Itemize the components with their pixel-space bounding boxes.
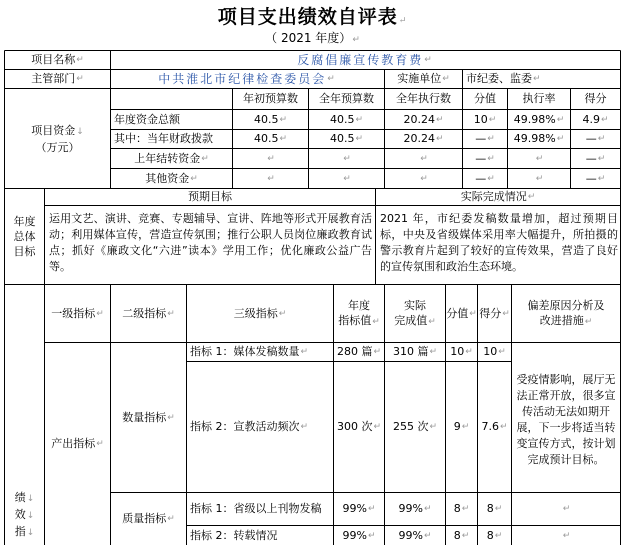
deviation-note: 受疫情影响，展厅无法正常开放，很多宣传活动无法如期开展，下一步将适当转变宣传方式，按计划完成预计目标。 [516,373,616,466]
fund-cell: 20.24 ↵ [403,132,444,145]
indicator-score: 8 ↵ [486,502,503,515]
level2-quantity: 数量指标 ↵ [122,410,175,424]
indicator-actual: 310 篇 ↵ [392,345,438,358]
fund-cell: ↵ [535,173,544,184]
impl-value: 市纪委、监委 ↵ [466,72,541,85]
ind-header-level3: 三级指标 ↵ [233,306,287,320]
level2-quality: 质量指标 ↵ [122,512,175,525]
funds-header-rate: 执行率 [522,92,556,105]
dept-label: 主管部门 ↵ [31,72,84,85]
fund-cell: 40.5 ↵ [253,132,288,145]
funds-group-label: 项目资金↓ （万元） [31,123,84,154]
page-subtitle: （ 2021 年度）↵ [265,31,360,45]
fund-cell: — ↵ [585,132,606,145]
fund-cell: ↵ [343,173,351,184]
indicator-name: 指标 1：媒体发稿数量 ↵ [190,345,309,358]
expected-goal-text: 运用文艺、演讲、竞赛、专题辅导、宣讲、阵地等形式开展教育活动；利用媒体宣传，营造宣传氛围；推行公职人员岗位廉政教育试点；抓好《廉政文化“六进”读本》学用工作；优化廉政公益广告等。 [49,212,372,273]
indicator-target: 99% ↵ [342,528,376,542]
fund-row-label: 年度资金总额 [114,112,180,126]
project-name-value: 反腐倡廉宣传教育费 ↵ [297,53,434,67]
funds-header-initial: 年初预算数 [243,92,298,105]
fund-cell: 49.98% ↵ [513,132,565,145]
goals-label: 年度 总体 目标 [13,215,36,258]
fund-cell: 40.5 ↵ [329,112,364,126]
fund-cell: ↵ [343,153,351,164]
indicator-name: 指标 2：转载情况 [190,528,278,542]
indicator-score: 7.6 ↵ [481,420,508,433]
fund-cell: ↵ [535,153,544,164]
indicator-weight: 8 ↵ [453,528,470,542]
indicator-target: 280 篇 ↵ [336,345,382,358]
fund-cell: 40.5 ↵ [253,112,288,126]
funds-header-score: 得分 [584,92,607,105]
indicator-actual: 255 次 ↵ [392,420,438,433]
fund-cell: ↵ [420,153,428,164]
funds-header-weight: 分值 [474,92,496,105]
fund-cell: 10 ↵ [473,112,497,126]
dept-value: 中共淮北市纪律检查委员会 ↵ [158,72,337,86]
indicator-name: 指标 1：省级以上刊物发稿 [190,502,322,515]
indicator-actual: 99% ↵ [398,528,432,542]
deviation-cell: ↵ [562,504,571,514]
page-title: 项目支出绩效自评表↵ [217,6,408,28]
indicator-target: 99% ↵ [342,502,376,515]
fund-cell: — ↵ [585,151,606,165]
ind-header-actual: 实际 完成值↵ [394,298,436,327]
expected-goal-header: 预期目标 [188,190,232,203]
fund-row-label: 其中：当年财政拨款 [114,132,213,145]
fund-cell: — ↵ [475,132,495,145]
funds-header-annual: 全年预算数 [319,92,374,105]
deviation-cell: ↵ [562,530,571,541]
fund-cell: ↵ [420,173,428,184]
actual-result-text: 2021 年，市纪委发稿数量增加，超过预期目标，中央及省级媒体采用率大幅提升，所拍摄的警示教育片起到了较好的宣传效果，营造了良好的宣传氛围和政治生态环境。 [380,212,618,273]
fund-cell: 4.9 ↵ [582,112,609,126]
fund-cell: 20.24 ↵ [403,112,444,126]
indicator-weight: 10 ↵ [450,345,473,358]
fund-cell: — ↵ [475,151,495,165]
indicator-score: 10 ↵ [483,345,506,358]
project-name-label: 项目名称 ↵ [31,53,84,66]
fund-cell: ↵ [267,153,275,164]
fund-row-label: 上年结转资金 ↵ [134,151,209,165]
ind-header-level2: 二级指标 ↵ [122,306,175,320]
funds-header-executed: 全年执行数 [396,92,451,105]
ind-header-target: 年度 指标值↵ [338,298,380,327]
impl-label: 实施单位 ↵ [397,72,450,85]
ind-header-deviation: 偏差原因分析及 改进措施↵ [527,298,605,327]
fund-cell: — ↵ [585,171,606,185]
indicator-weight: 9 ↵ [453,420,470,433]
fund-cell: 49.98% ↵ [513,112,565,126]
indicator-target: 300 次 ↵ [336,420,382,433]
ind-header-level1: 一级指标 ↵ [51,306,104,320]
level1-output: 产出指标 ↵ [51,437,104,450]
indicator-weight: 8 ↵ [453,502,470,515]
indicator-actual: 99% ↵ [398,502,432,515]
indicator-score: 8 ↵ [486,528,503,542]
fund-cell: ↵ [267,173,275,184]
actual-result-header: 实际完成情况 ↵ [460,190,536,203]
ind-header-score: 得分 ↵ [479,306,510,320]
indicator-name: 指标 2：宣教活动频次 ↵ [190,420,309,433]
fund-row-label: 其他资金 ↵ [145,171,198,185]
fund-cell: — ↵ [475,171,495,185]
fund-cell: 40.5 ↵ [329,132,364,145]
indicators-group-label: 绩↓ 效↓ 指↓ [14,491,35,538]
ind-header-weight: 分值 ↵ [446,306,477,320]
